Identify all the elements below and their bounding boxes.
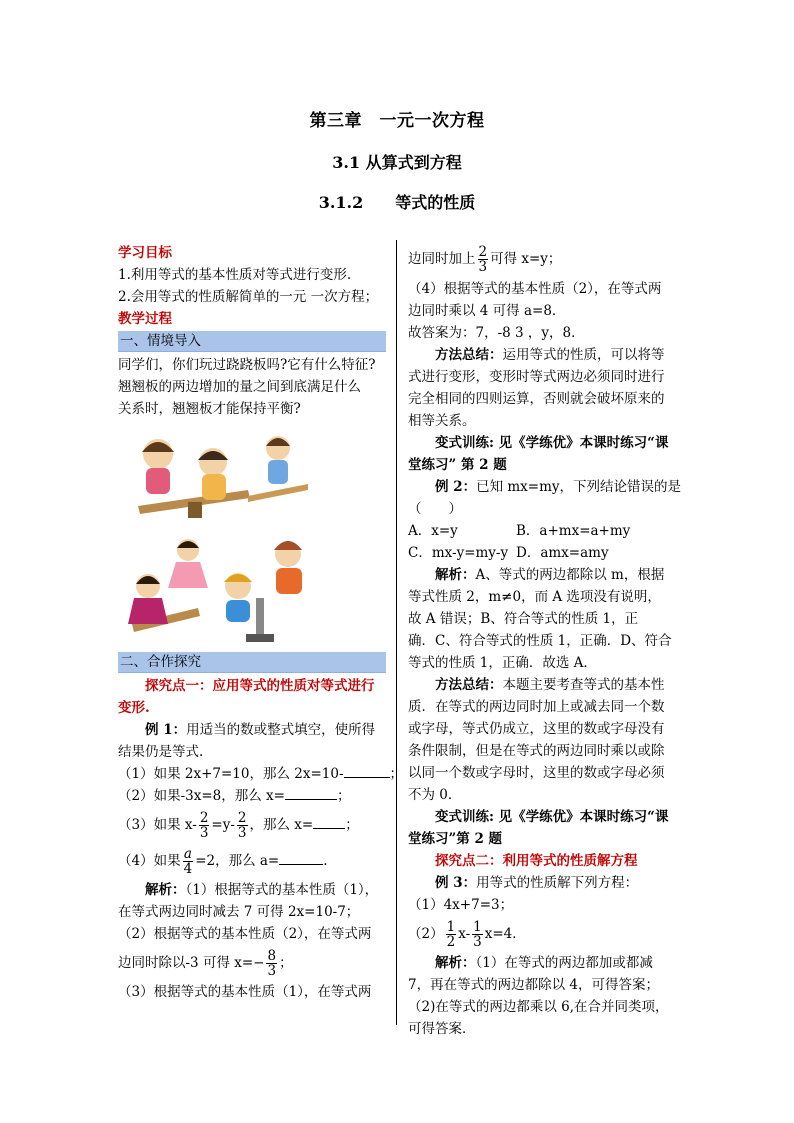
fraction-one-third bbox=[472, 920, 483, 949]
analysis-1 bbox=[118, 879, 386, 901]
question-4 bbox=[118, 843, 386, 879]
method-summary-1-b: 式进行变形，变形时等式两边必须同时进行 bbox=[408, 369, 665, 385]
option-a: A．x=y bbox=[408, 523, 458, 539]
explore-point-1: 探究点一：应用等式的性质对等式进行 bbox=[145, 678, 375, 694]
analysis-2-end: ； bbox=[279, 955, 293, 971]
chapter-title: 第三章 一元一次方程 bbox=[309, 111, 485, 131]
frac-den: 3 bbox=[237, 825, 247, 841]
practice-1: 变式训练: 见《学练优》本课时练习“课 bbox=[435, 435, 669, 451]
example-3-label: 例 3： bbox=[435, 875, 477, 891]
analysis-ex3-c: （2)在等式的两边都乘以 6,在合并同类项， bbox=[408, 999, 669, 1015]
answer-blank bbox=[279, 852, 323, 865]
analysis-ex3 bbox=[408, 952, 678, 974]
analysis-4-cont: 边同时乘以 4 可得 a=8． bbox=[408, 303, 566, 319]
option-c: C．mx-y=my-y bbox=[408, 545, 509, 561]
answer-blank bbox=[313, 816, 345, 829]
method-summary-2-c: 或字母，等式仍成立，这里的数或字母没有 bbox=[408, 721, 665, 737]
frac-num: 2 bbox=[478, 244, 488, 260]
practice-2-cont: 堂练习”第 2 题 bbox=[408, 831, 503, 847]
explore-point-2: 探究点二：利用等式的性质解方程 bbox=[435, 853, 638, 869]
example-2-paren: （ ） bbox=[408, 501, 462, 517]
analysis-2-text: 边同时除以-3 可得 x=− bbox=[118, 955, 265, 971]
intro-line-1: 同学们，你们玩过跷跷板吗?它有什么特征? bbox=[118, 357, 376, 373]
question-3-end: ； bbox=[345, 817, 359, 833]
right-column bbox=[408, 240, 682, 1040]
example-3-text: 用等式的性质解下列方程： bbox=[476, 875, 639, 891]
seesaw-illustrations bbox=[118, 424, 386, 646]
question-3 bbox=[118, 807, 386, 843]
method-summary-2-b: 质．在等式的两边同时加上或减去同一个数 bbox=[408, 699, 665, 715]
frac-den: 3 bbox=[478, 259, 488, 275]
analysis-text: （1）在等式的两边都加或都减 bbox=[475, 955, 653, 971]
fraction-two-thirds bbox=[199, 811, 210, 840]
analysis-3-cont bbox=[408, 240, 678, 278]
frac-den: 3 bbox=[473, 934, 482, 950]
frac-den: 3 bbox=[199, 825, 209, 841]
goal-1: 1.利用等式的基本性质对等式进行变形. bbox=[118, 267, 352, 283]
question-1 bbox=[118, 763, 404, 785]
left-column bbox=[118, 242, 404, 1003]
analysis-3: （3）根据等式的基本性质（1），在等式两 bbox=[118, 984, 372, 1000]
explore-point-1-cont: 变形. bbox=[118, 700, 150, 716]
example-2-label: 例 2： bbox=[435, 479, 477, 495]
seesaw-picture-2 bbox=[118, 528, 313, 644]
analysis-2: （2）根据等式的基本性质（2），在等式两 bbox=[118, 926, 372, 942]
example-1-text: 用适当的数或整式填空，使所得 bbox=[186, 722, 376, 738]
fraction-two-thirds bbox=[237, 811, 248, 840]
option-d: D．amx=amy bbox=[516, 545, 609, 561]
question-4-end: . bbox=[323, 853, 328, 869]
fraction-one-half bbox=[446, 920, 457, 949]
example-1-intro bbox=[118, 719, 386, 741]
question-3-tail: ，那么 x= bbox=[249, 817, 314, 833]
example-2-text: 已知 mx=my，下列结论错误的是 bbox=[476, 479, 682, 495]
answer-blank bbox=[344, 765, 390, 778]
method-label: 方法总结： bbox=[435, 677, 503, 693]
analysis-3-tail: 可得 x=y； bbox=[490, 251, 562, 267]
frac-num: 2 bbox=[237, 810, 247, 826]
question-3-mid: =y- bbox=[211, 817, 235, 833]
fraction-two-thirds bbox=[478, 245, 489, 274]
seesaw-picture-1 bbox=[118, 424, 313, 524]
analysis-ex2 bbox=[408, 564, 678, 586]
analysis-label: 解析： bbox=[145, 882, 186, 898]
practice-2: 变式训练: 见《学练优》本课时练习“课 bbox=[435, 809, 669, 825]
question-2-end: ； bbox=[336, 788, 351, 804]
frac-num: 2 bbox=[199, 810, 209, 826]
answer-blank bbox=[285, 787, 337, 800]
analysis-ex3-d: 可得答案． bbox=[408, 1021, 476, 1037]
analysis-ex2-b: 等式性质 2，m≠0，而 A 选项没有说明， bbox=[408, 589, 661, 605]
frac-den: 4 bbox=[183, 861, 193, 877]
frac-num: 1 bbox=[446, 919, 456, 935]
section-bar-explore: 二、合作探究 bbox=[118, 652, 386, 673]
method-summary-2-d: 条件限制，但是在等式的两边同时乘以或除 bbox=[408, 743, 665, 759]
analysis-text: A、等式的两边都除以 m，根据 bbox=[475, 567, 665, 583]
analysis-4: （4）根据等式的基本性质（2），在等式两 bbox=[408, 281, 662, 297]
practice-1-cont: 堂练习” 第 2 题 bbox=[408, 457, 507, 473]
method-text: 运用等式的性质，可以将等 bbox=[502, 347, 665, 363]
method-summary-1-d: 相等关系。 bbox=[408, 413, 476, 429]
method-text: 本题主要考查等式的基本性 bbox=[502, 677, 665, 693]
analysis-label: 解析： bbox=[435, 567, 476, 583]
method-label: 方法总结： bbox=[435, 347, 503, 363]
frac-num: 1 bbox=[473, 919, 482, 935]
equation-2 bbox=[408, 916, 678, 952]
example-1-label: 例 1： bbox=[145, 722, 187, 738]
question-4-tail: =2，那么 a= bbox=[195, 853, 280, 869]
question-4-text: （4）如果 bbox=[118, 853, 181, 869]
equation-2-label: （2） bbox=[408, 926, 444, 942]
question-2-text: （2）如果-3x=8，那么 x= bbox=[118, 788, 285, 804]
options-row-2 bbox=[408, 542, 678, 564]
goal-2: 2.会用等式的性质解简单的一元 一次方程； bbox=[118, 289, 379, 305]
intro-line-3: 关系时，翘翘板才能保持平衡? bbox=[118, 401, 301, 417]
frac-den: 3 bbox=[267, 963, 277, 979]
equation-1: （1）4x+7=3； bbox=[408, 897, 514, 913]
analysis-text: （1）根据等式的基本性质（1）， bbox=[185, 882, 379, 898]
frac-den: 2 bbox=[446, 934, 456, 950]
example-1-intro-cont: 结果仍是等式. bbox=[118, 744, 204, 760]
analysis-3-text: 边同时加上 bbox=[408, 251, 476, 267]
analysis-label: 解析： bbox=[435, 955, 476, 971]
process-heading: 教学过程 bbox=[118, 311, 172, 327]
question-1-end: ； bbox=[389, 766, 404, 782]
fraction-a-over-4 bbox=[183, 847, 194, 876]
goals-heading: 学习目标 bbox=[118, 245, 172, 261]
example-2-intro bbox=[408, 476, 682, 498]
equation-2-mid: x- bbox=[458, 926, 471, 942]
analysis-ex2-e: 等式的性质 1，正确．故选 A． bbox=[408, 655, 597, 671]
analysis-ex2-d: 确．C、符合等式的性质 1，正确．D、符合 bbox=[408, 633, 672, 649]
example-3-intro bbox=[408, 872, 678, 894]
question-1-text: （1）如果 2x+7=10，那么 2x=10- bbox=[118, 766, 344, 782]
answer-summary: 故答案为：7，-8 3 ，y，8． bbox=[408, 325, 585, 341]
question-3-text: （3）如果 x- bbox=[118, 817, 197, 833]
equation-2-tail: x=4． bbox=[484, 926, 526, 942]
section-title: 3.1 从算式到方程 bbox=[332, 153, 462, 172]
method-summary-1 bbox=[408, 344, 678, 366]
analysis-ex3-b: 7，再在等式的两边都除以 4，可得答案； bbox=[408, 977, 659, 993]
analysis-2-cont bbox=[118, 945, 386, 981]
fraction-eight-thirds bbox=[266, 949, 277, 978]
method-summary-2 bbox=[408, 674, 678, 696]
option-b: B．a+mx=a+my bbox=[516, 523, 631, 539]
intro-line-2: 翘翘板的两边增加的量之间到底满足什么 bbox=[118, 379, 361, 395]
options-row-1 bbox=[408, 520, 678, 542]
column-divider bbox=[396, 240, 397, 1025]
analysis-1-cont: 在等式两边同时减去 7 可得 2x=10-7； bbox=[118, 904, 360, 920]
subsection-title: 3.1.2 等式的性质 bbox=[318, 193, 476, 212]
method-summary-2-e: 以同一个数或字母时，这里的数或字母必须 bbox=[408, 765, 665, 781]
frac-num: 8 bbox=[267, 948, 277, 964]
method-summary-2-f: 不为 0． bbox=[408, 787, 462, 803]
section-bar-intro: 一、情境导入 bbox=[118, 331, 386, 352]
question-2 bbox=[118, 785, 386, 807]
analysis-ex2-c: 故 A 错误；B、符合等式的性质 1，正 bbox=[408, 611, 639, 627]
method-summary-1-c: 完全相同的四则运算，否则就会破坏原来的 bbox=[408, 391, 665, 407]
frac-num: a bbox=[183, 846, 192, 862]
